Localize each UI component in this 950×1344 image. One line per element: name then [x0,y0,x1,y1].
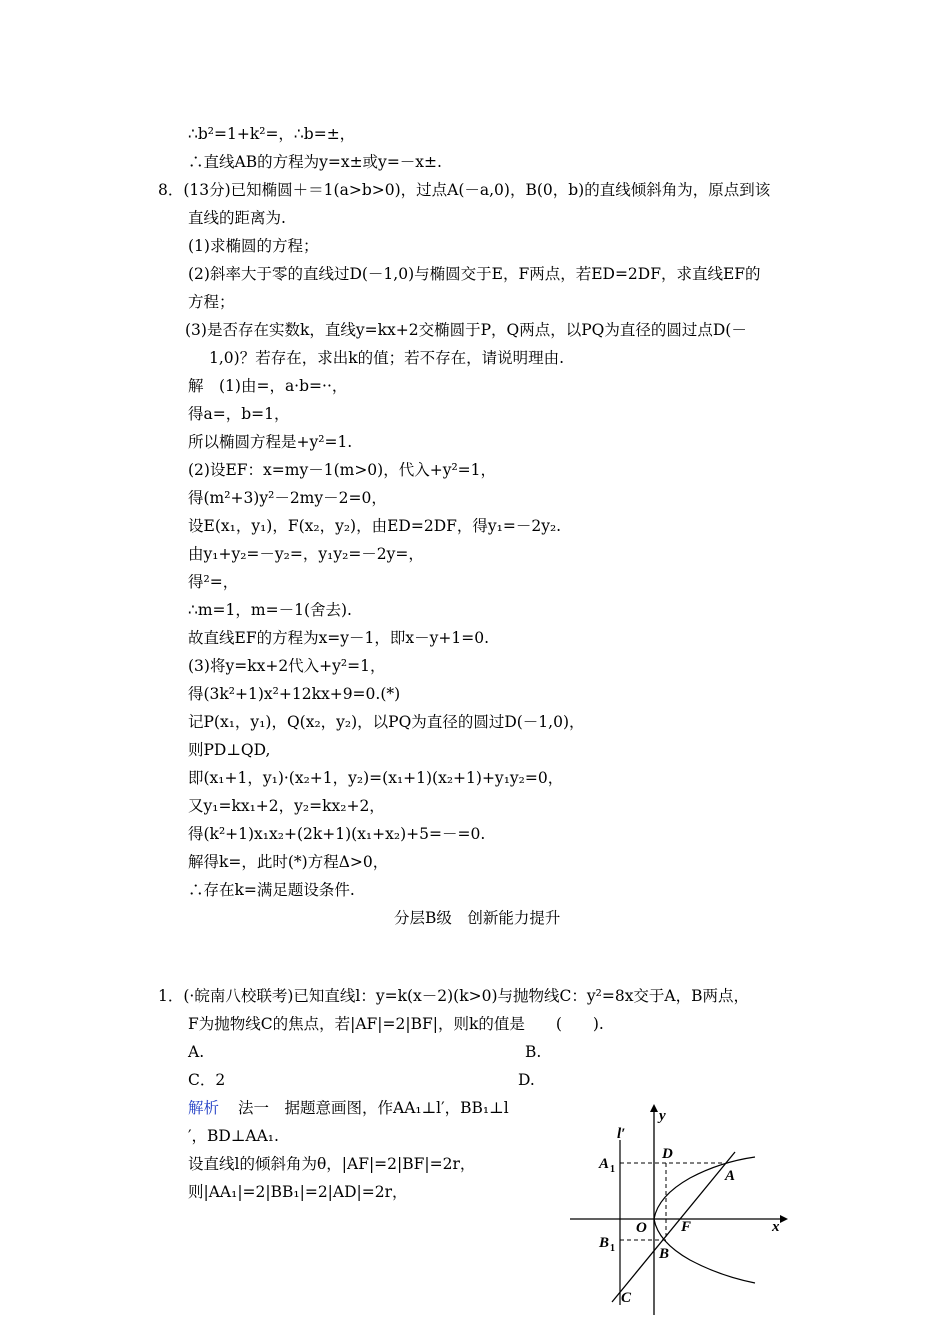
point-b1-label: B [599,1235,610,1251]
text-line-l03: 8．(13分)已知椭圆＋＝1(a>b>0)，过点A(－a,0)，B(0，b)的直线倾斜角为，原点到该 [158,181,771,199]
parabola-curve [654,1157,755,1283]
text-line-l11: 得a=，b=1， [188,405,290,423]
point-c-label: C [621,1290,632,1306]
text-line-l34: C．2 [188,1071,226,1089]
text-line-l28: ∴存在k=满足题设条件. [188,881,355,899]
text-line-l04: 直线的距离为. [188,209,286,227]
focus-f-label: F [681,1219,692,1235]
y-axis-arrow [650,1104,658,1112]
text-line-l20: (3)将y=kx+2代入+y²=1， [188,657,386,675]
x-axis-label: x [772,1219,780,1235]
line-l [612,1152,735,1302]
text-line-l06: (2)斜率大于零的直线过D(－1,0)与椭圆交于E，F两点，若ED=2DF，求直线EF的 [188,265,761,283]
x-axis-arrow [780,1215,788,1223]
text-line-l13: (2)设EF：x=my－1(m>0)，代入+y²=1， [188,461,497,479]
text-line-l31: F为抛物线C的焦点，若|AF|=2|BF|，则k的值是 ( ). [188,1015,604,1033]
parabola-figure [565,1100,805,1320]
text-line-l12: 所以椭圆方程是+y²=1. [188,433,353,451]
text-line-l07: 方程； [188,293,235,311]
text-line-l35: D. [518,1071,535,1089]
text-line-l36: 法一 据题意画图，作AA₁⊥l′，BB₁⊥l [238,1099,509,1117]
y-axis-label: y [659,1108,666,1124]
text-line-l09: 1,0)？若存在，求出k的值；若不存在，请说明理由. [209,349,565,367]
point-a-label: A [725,1168,736,1184]
text-line-l38: 设直线l的倾斜角为θ，|AF|=2|BF|=2r， [188,1155,476,1173]
point-d-label: D [662,1146,673,1162]
text-line-l08: (3)是否存在实数k，直线y=kx+2交椭圆于P，Q两点，以PQ为直径的圆过点D(－ [185,321,747,339]
text-line-l10: 解 (1)由=，a·b=··， [188,377,348,395]
text-line-l32: A. [188,1043,205,1061]
text-line-l21: 得(3k²+1)x²+12kx+9=0.(*) [188,685,401,703]
point-a1-label: A [599,1156,610,1172]
text-line-l33: B. [525,1043,542,1061]
text-line-l17: 得²=， [188,573,239,591]
text-line-l01: ∴b²=1+k²=，∴b=±， [188,125,356,143]
text-line-l02: ∴直线AB的方程为y=x±或y=－x±. [188,153,442,171]
text-line-l16: 由y₁+y₂=－y₂=，y₁y₂=－2y=， [188,545,424,563]
text-line-l27: 解得k=，此时(*)方程Δ>0， [188,853,389,871]
text-line-l37: ′，BD⊥AA₁. [188,1127,279,1145]
text-line-l18: ∴m=1，m=－1(舍去). [188,601,352,619]
point-a1-subscript: 1 [610,1164,615,1175]
text-line-l05: (1)求椭圆的方程； [188,237,319,255]
point-b1-subscript: 1 [610,1243,615,1254]
text-line-l25: 又y₁=kx₁+2，y₂=kx₂+2， [188,797,385,815]
point-b-label: B [659,1246,670,1262]
text-line-l19: 故直线EF的方程为x=y－1，即x－y+1=0. [188,629,490,647]
text-line-l26: 得(k²+1)x₁x₂+(2k+1)(x₁+x₂)+5=－=0. [188,825,486,843]
text-line-l15: 设E(x₁，y₁)，F(x₂，y₂)，由ED=2DF，得y₁=－2y₂. [188,517,562,535]
origin-label: O [636,1220,647,1236]
text-line-l24: 即(x₁+1，y₁)·(x₂+1，y₂)=(x₁+1)(x₂+1)+y₁y₂=0， [188,769,564,787]
text-line-l29: 分层B级 创新能力提升 [394,909,561,927]
directrix-label: l′ [617,1126,626,1142]
text-line-l23: 则PD⊥QD, [188,741,271,759]
text-line-l22: 记P(x₁，y₁)，Q(x₂，y₂)，以PQ为直径的圆过D(－1,0)， [188,713,585,731]
text-line-l30: 1．(·皖南八校联考)已知直线l：y=k(x－2)(k>0)与抛物线C：y²=8x交于A，B两点， [158,987,750,1005]
analysis-label: 解析 [188,1099,220,1117]
text-line-l39: 则|AA₁|=2|BB₁|=2|AD|=2r， [188,1183,408,1201]
text-line-l14: 得(m²+3)y²－2my－2=0， [188,489,387,507]
